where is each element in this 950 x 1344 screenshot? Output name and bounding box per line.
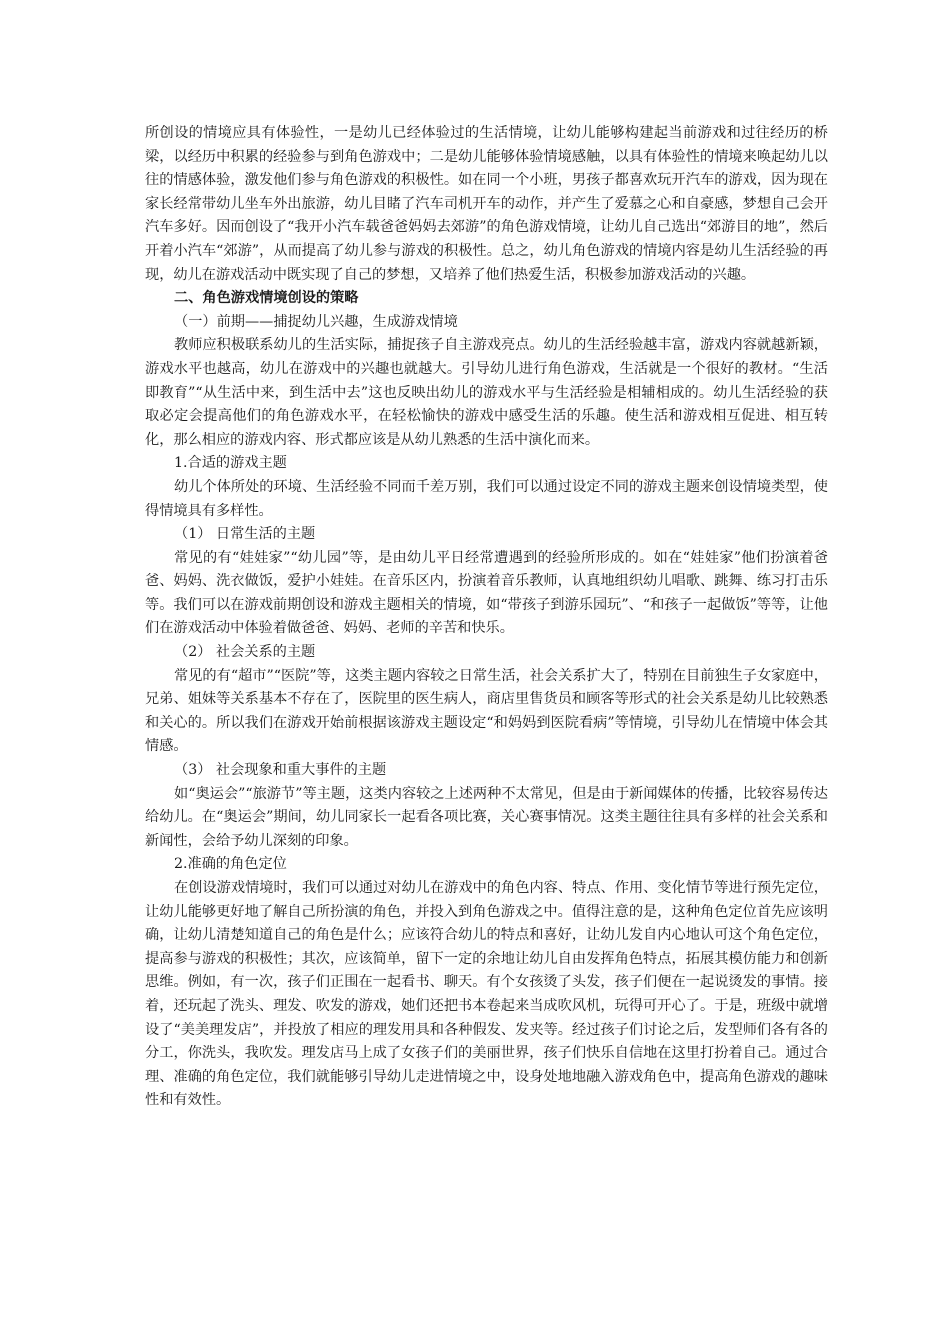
paragraph-intro: 所创设的情境应具有体验性，一是幼儿已经体验过的生活情境，让幼儿能够构建起当前游戏和过往经历的桥梁，以经历中积累的经验参与到角色游戏中；二是幼儿能够体验情境感触，以具有体验性的情境来唤起幼儿以往的情感体验，激发他们参与角色游戏的积极性。如在同一个小班，男孩子都喜欢玩开汽车的游戏，因为现在家长经常带幼儿坐车外出旅游，幼儿目睹了汽车司机开车的动作，并产生了爱慕之心和自豪感，梦想自己会开汽车多好。因而创设了“我开小汽车载爸爸妈妈去郊游”的角色游戏情境，让幼儿自己选出“郊游目的地”，然后开着小汽车“郊游”，从而提高了幼儿参与游戏的积极性。总之，幼儿角色游戏的情境内容是幼儿生活经验的再现，幼儿在游戏活动中既实现了自己的梦想，又培养了他们热爱生活，积极参加游戏活动的兴趣。 (145, 125, 828, 283)
numbered-heading-2: 2.准确的角色定位 (174, 856, 287, 873)
paragraph-social-relations: 常见的有“超市”“医院”等，这类主题内容较之日常生活，社会关系扩大了，特别在目前独生子女家庭中，兄弟、姐妹等关系基本不存在了，医院里的医生病人，商店里售货员和顾客等形式的社会关系是幼儿比较熟悉和关心的。所以我们在游戏开始前根据该游戏主题设定“和妈妈到医院看病”等情境，引导幼儿在情境中体会其情感。 (145, 667, 828, 755)
document-page (145, 122, 828, 1113)
paragraph-social-events: 如“奥运会”“旅游节”等主题，这类内容较之上述两种不太常见，但是由于新闻媒体的传播，比较容易传达给幼儿。在“奥运会”期间，幼儿同家长一起看各项比赛，关心赛事情况。这类主题往往具有多样的社会关系和新闻性，会给予幼儿深刻的印象。 (145, 785, 828, 849)
paragraph-daily-life: 常见的有“娃娃家”“幼儿园”等，是由幼儿平日经常遭遇到的经验所形成的。如在“娃娃家”他们扮演着爸爸、妈妈、洗衣做饭，爱护小娃娃。在音乐区内，扮演着音乐教师，认真地组织幼儿唱歌、跳舞、练习打击乐等。我们可以在游戏前期创设和游戏主题相关的情境，如“带孩子到游乐园玩”、“和孩子一起做饭”等等，让他们在游戏活动中体验着做爸爸、妈妈、老师的辛苦和快乐。 (145, 549, 828, 637)
paragraph-role-positioning: 在创设游戏情境时，我们可以通过对幼儿在游戏中的角色内容、特点、作用、变化情节等进行预先定位，让幼儿能够更好地了解自己所扮演的角色，并投入到角色游戏之中。值得注意的是，这种角色定位首先应该明确，让幼儿清楚知道自己的角色是什么；应该符合幼儿的特点和喜好，让幼儿发自内心地认可这个角色定位，提高参与游戏的积极性；其次，应该简单，留下一定的余地让幼儿自由发挥角色特点，拓展其模仿能力和创新思维。例如，有一次，孩子们正围在一起看书、聊天。有个女孩烫了头发，孩子们便在一起说烫发的事情。接着，还玩起了洗头、理发、吹发的游戏，她们还把书本卷起来当成吹风机，玩得可开心了。于是，班级中就增设了“美美理发店”，并投放了相应的理发用具和各种假发、发夹等。经过孩子们讨论之后，发型师们各有各的分工，你洗头，我吹发。理发店马上成了女孩子们的美丽世界，孩子们快乐自信地在这里打扮着自己。通过合理、准确的角色定位，我们就能够引导幼儿走进情境之中，设身处地地融入游戏角色中，提高角色游戏的趣味性和有效性。 (145, 880, 828, 1109)
item-heading-2: （2） 社会关系的主题 (174, 644, 316, 661)
item-heading-1: （1） 日常生活的主题 (174, 526, 316, 543)
section-heading: 二、角色游戏情境创设的策略 (174, 290, 359, 307)
numbered-heading-1: 1.合适的游戏主题 (174, 455, 287, 472)
subsection-heading: （一）前期——捕捉幼儿兴趣，生成游戏情境 (174, 313, 458, 330)
paragraph-teacher: 教师应积极联系幼儿的生活实际，捕捉孩子自主游戏亮点。幼儿的生活经验越丰富，游戏内容就越新颖，游戏水平也越高，幼儿在游戏中的兴趣也就越大。引导幼儿进行角色游戏，生活就是一个很好的教材。“生活即教育”“从生活中来，到生活中去”这也反映出幼儿的游戏水平与生活经验是相辅相成的。幼儿生活经验的获取必定会提高他们的角色游戏水平，在轻松愉快的游戏中感受生活的乐趣。使生活和游戏相互促进、相互转化，那么相应的游戏内容、形式都应该是从幼儿熟悉的生活中演化而来。 (145, 337, 828, 448)
item-heading-3: （3） 社会现象和重大事件的主题 (174, 762, 387, 779)
paragraph-theme: 幼儿个体所处的环境、生活经验不同而千差万别，我们可以通过设定不同的游戏主题来创设情境类型，使得情境具有多样性。 (145, 478, 828, 519)
